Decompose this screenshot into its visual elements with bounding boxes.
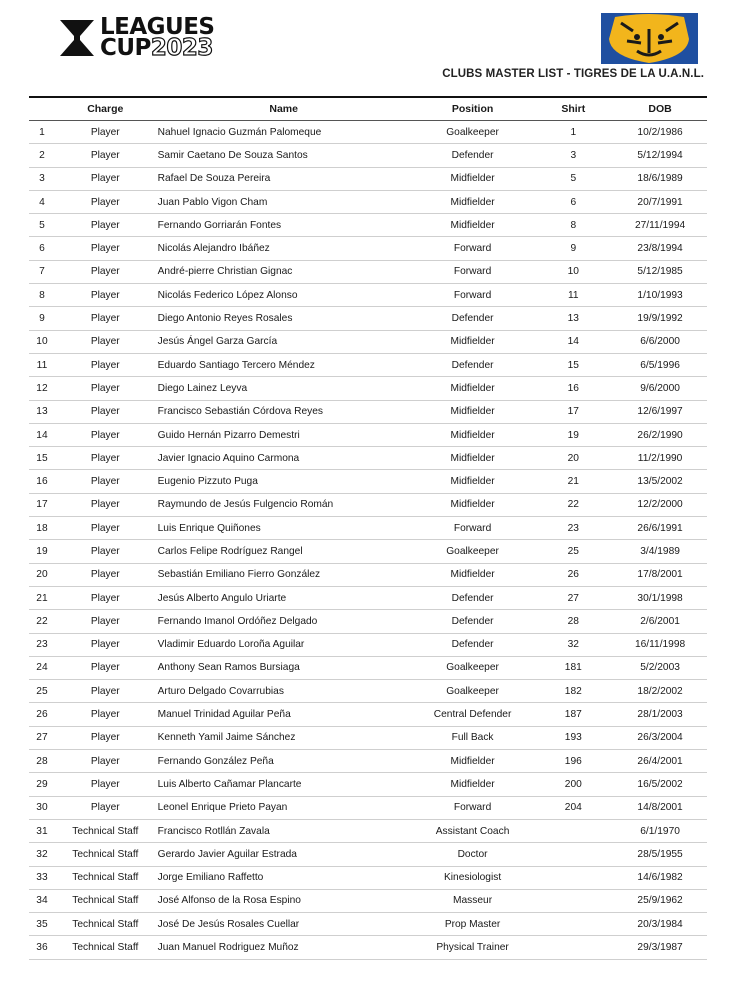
shirt-cell: 13 bbox=[533, 307, 613, 330]
table-row bbox=[29, 214, 707, 237]
position-cell: Goalkeeper bbox=[412, 540, 534, 563]
table-row bbox=[29, 680, 707, 703]
charge-cell: Technical Staff bbox=[55, 819, 156, 842]
table-row bbox=[29, 586, 707, 609]
dob-cell: 6/6/2000 bbox=[613, 330, 707, 353]
name-cell: Leonel Enrique Prieto Payan bbox=[156, 796, 412, 819]
shirt-cell: 181 bbox=[533, 656, 613, 679]
leagues-cup-logo bbox=[58, 16, 215, 60]
charge-cell: Player bbox=[55, 773, 156, 796]
position-cell: Midfielder bbox=[412, 167, 534, 190]
position-cell: Defender bbox=[412, 144, 534, 167]
dob-cell: 14/6/1982 bbox=[613, 866, 707, 889]
table-row bbox=[29, 656, 707, 679]
dob-cell: 9/6/2000 bbox=[613, 377, 707, 400]
name-cell: José De Jesús Rosales Cuellar bbox=[156, 913, 412, 936]
charge-cell: Player bbox=[55, 493, 156, 516]
position-cell: Defender bbox=[412, 610, 534, 633]
charge-cell: Player bbox=[55, 377, 156, 400]
charge-cell: Player bbox=[55, 680, 156, 703]
position-cell: Defender bbox=[412, 586, 534, 609]
position-cell: Goalkeeper bbox=[412, 121, 534, 144]
table-row bbox=[29, 144, 707, 167]
name-cell: Samir Caetano De Souza Santos bbox=[156, 144, 412, 167]
logo-wordmark-top: LEAGUES bbox=[100, 14, 215, 40]
row-index: 10 bbox=[29, 330, 55, 353]
hourglass-logo-icon bbox=[58, 18, 96, 58]
dob-cell: 16/11/1998 bbox=[613, 633, 707, 656]
shirt-cell: 196 bbox=[533, 750, 613, 773]
row-index: 18 bbox=[29, 517, 55, 540]
table-row bbox=[29, 913, 707, 936]
table-row bbox=[29, 819, 707, 842]
table-row bbox=[29, 610, 707, 633]
charge-cell: Technical Staff bbox=[55, 913, 156, 936]
table-header-row bbox=[29, 97, 707, 121]
dob-cell: 20/3/1984 bbox=[613, 913, 707, 936]
position-cell: Midfielder bbox=[412, 773, 534, 796]
charge-cell: Player bbox=[55, 750, 156, 773]
name-cell: Anthony Sean Ramos Bursiaga bbox=[156, 656, 412, 679]
table-row bbox=[29, 470, 707, 493]
dob-cell: 28/1/2003 bbox=[613, 703, 707, 726]
charge-cell: Player bbox=[55, 121, 156, 144]
row-index: 23 bbox=[29, 633, 55, 656]
charge-cell: Player bbox=[55, 423, 156, 446]
dob-cell: 13/5/2002 bbox=[613, 470, 707, 493]
charge-cell: Player bbox=[55, 726, 156, 749]
row-index: 2 bbox=[29, 144, 55, 167]
position-cell: Forward bbox=[412, 284, 534, 307]
position-cell: Midfielder bbox=[412, 330, 534, 353]
charge-cell: Player bbox=[55, 400, 156, 423]
name-cell: Vladimir Eduardo Loroña Aguilar bbox=[156, 633, 412, 656]
shirt-cell: 25 bbox=[533, 540, 613, 563]
position-cell: Defender bbox=[412, 633, 534, 656]
table-row bbox=[29, 167, 707, 190]
position-cell: Midfielder bbox=[412, 750, 534, 773]
shirt-cell: 20 bbox=[533, 447, 613, 470]
dob-cell: 25/9/1962 bbox=[613, 889, 707, 912]
name-cell: Jorge Emiliano Raffetto bbox=[156, 866, 412, 889]
name-cell: Jesús Ángel Garza García bbox=[156, 330, 412, 353]
position-cell: Midfielder bbox=[412, 400, 534, 423]
col-header-name: Name bbox=[156, 97, 412, 121]
position-cell: Assistant Coach bbox=[412, 819, 534, 842]
shirt-cell: 3 bbox=[533, 144, 613, 167]
position-cell: Forward bbox=[412, 237, 534, 260]
shirt-cell: 14 bbox=[533, 330, 613, 353]
shirt-cell: 11 bbox=[533, 284, 613, 307]
dob-cell: 5/2/2003 bbox=[613, 656, 707, 679]
charge-cell: Player bbox=[55, 517, 156, 540]
dob-cell: 26/4/2001 bbox=[613, 750, 707, 773]
position-cell: Midfielder bbox=[412, 493, 534, 516]
table-row bbox=[29, 190, 707, 213]
shirt-cell: 1 bbox=[533, 121, 613, 144]
row-index: 12 bbox=[29, 377, 55, 400]
dob-cell: 14/8/2001 bbox=[613, 796, 707, 819]
name-cell: Juan Pablo Vigon Cham bbox=[156, 190, 412, 213]
table-row bbox=[29, 423, 707, 446]
col-header-dob: DOB bbox=[613, 97, 707, 121]
dob-cell: 12/6/1997 bbox=[613, 400, 707, 423]
table-row bbox=[29, 843, 707, 866]
name-cell: José Alfonso de la Rosa Espino bbox=[156, 889, 412, 912]
name-cell: Juan Manuel Rodriguez Muñoz bbox=[156, 936, 412, 959]
charge-cell: Player bbox=[55, 190, 156, 213]
name-cell: André-pierre Christian Gignac bbox=[156, 260, 412, 283]
position-cell: Midfielder bbox=[412, 214, 534, 237]
shirt-cell: 15 bbox=[533, 353, 613, 376]
table-row bbox=[29, 307, 707, 330]
charge-cell: Player bbox=[55, 260, 156, 283]
dob-cell: 26/6/1991 bbox=[613, 517, 707, 540]
charge-cell: Player bbox=[55, 656, 156, 679]
shirt-cell: 28 bbox=[533, 610, 613, 633]
charge-cell: Player bbox=[55, 447, 156, 470]
position-cell: Goalkeeper bbox=[412, 656, 534, 679]
name-cell: Nicolás Alejandro Ibáñez bbox=[156, 237, 412, 260]
name-cell: Luis Alberto Cañamar Plancarte bbox=[156, 773, 412, 796]
name-cell: Eugenio Pizzuto Puga bbox=[156, 470, 412, 493]
shirt-cell: 17 bbox=[533, 400, 613, 423]
position-cell: Midfielder bbox=[412, 423, 534, 446]
position-cell: Full Back bbox=[412, 726, 534, 749]
dob-cell: 19/9/1992 bbox=[613, 307, 707, 330]
shirt-cell: 193 bbox=[533, 726, 613, 749]
dob-cell: 11/2/1990 bbox=[613, 447, 707, 470]
charge-cell: Technical Staff bbox=[55, 889, 156, 912]
table-row bbox=[29, 330, 707, 353]
name-cell: Diego Antonio Reyes Rosales bbox=[156, 307, 412, 330]
col-header-position: Position bbox=[412, 97, 534, 121]
row-index: 13 bbox=[29, 400, 55, 423]
position-cell: Physical Trainer bbox=[412, 936, 534, 959]
position-cell: Forward bbox=[412, 796, 534, 819]
charge-cell: Player bbox=[55, 167, 156, 190]
table-row bbox=[29, 517, 707, 540]
row-index: 8 bbox=[29, 284, 55, 307]
shirt-cell bbox=[533, 819, 613, 842]
dob-cell: 20/7/1991 bbox=[613, 190, 707, 213]
dob-cell: 30/1/1998 bbox=[613, 586, 707, 609]
table-row bbox=[29, 726, 707, 749]
shirt-cell bbox=[533, 913, 613, 936]
name-cell: Eduardo Santiago Tercero Méndez bbox=[156, 353, 412, 376]
position-cell: Doctor bbox=[412, 843, 534, 866]
row-index: 24 bbox=[29, 656, 55, 679]
charge-cell: Player bbox=[55, 563, 156, 586]
dob-cell: 26/2/1990 bbox=[613, 423, 707, 446]
charge-cell: Player bbox=[55, 470, 156, 493]
charge-cell: Player bbox=[55, 330, 156, 353]
dob-cell: 3/4/1989 bbox=[613, 540, 707, 563]
dob-cell: 1/10/1993 bbox=[613, 284, 707, 307]
dob-cell: 28/5/1955 bbox=[613, 843, 707, 866]
charge-cell: Technical Staff bbox=[55, 936, 156, 959]
charge-cell: Player bbox=[55, 796, 156, 819]
position-cell: Midfielder bbox=[412, 377, 534, 400]
shirt-cell bbox=[533, 936, 613, 959]
shirt-cell: 5 bbox=[533, 167, 613, 190]
dob-cell: 2/6/2001 bbox=[613, 610, 707, 633]
table-row bbox=[29, 703, 707, 726]
dob-cell: 12/2/2000 bbox=[613, 493, 707, 516]
logo-wordmark-year: 2023 bbox=[150, 35, 213, 61]
dob-cell: 5/12/1994 bbox=[613, 144, 707, 167]
table-row bbox=[29, 260, 707, 283]
dob-cell: 23/8/1994 bbox=[613, 237, 707, 260]
charge-cell: Player bbox=[55, 540, 156, 563]
table-row bbox=[29, 353, 707, 376]
name-cell: Fernando González Peña bbox=[156, 750, 412, 773]
shirt-cell: 10 bbox=[533, 260, 613, 283]
dob-cell: 18/2/2002 bbox=[613, 680, 707, 703]
shirt-cell bbox=[533, 889, 613, 912]
row-index: 33 bbox=[29, 866, 55, 889]
shirt-cell: 21 bbox=[533, 470, 613, 493]
row-index: 16 bbox=[29, 470, 55, 493]
row-index: 32 bbox=[29, 843, 55, 866]
table-row bbox=[29, 284, 707, 307]
charge-cell: Player bbox=[55, 214, 156, 237]
position-cell: Midfielder bbox=[412, 563, 534, 586]
position-cell: Kinesiologist bbox=[412, 866, 534, 889]
row-index: 3 bbox=[29, 167, 55, 190]
row-index: 15 bbox=[29, 447, 55, 470]
position-cell: Midfielder bbox=[412, 447, 534, 470]
table-row bbox=[29, 796, 707, 819]
shirt-cell: 26 bbox=[533, 563, 613, 586]
dob-cell: 26/3/2004 bbox=[613, 726, 707, 749]
row-index: 30 bbox=[29, 796, 55, 819]
row-index: 35 bbox=[29, 913, 55, 936]
name-cell: Manuel Trinidad Aguilar Peña bbox=[156, 703, 412, 726]
row-index: 1 bbox=[29, 121, 55, 144]
dob-cell: 29/3/1987 bbox=[613, 936, 707, 959]
position-cell: Forward bbox=[412, 260, 534, 283]
dob-cell: 16/5/2002 bbox=[613, 773, 707, 796]
table-row bbox=[29, 121, 707, 144]
dob-cell: 17/8/2001 bbox=[613, 563, 707, 586]
dob-cell: 5/12/1985 bbox=[613, 260, 707, 283]
table-row bbox=[29, 633, 707, 656]
row-index: 22 bbox=[29, 610, 55, 633]
shirt-cell: 8 bbox=[533, 214, 613, 237]
row-index: 17 bbox=[29, 493, 55, 516]
position-cell: Masseur bbox=[412, 889, 534, 912]
row-index: 31 bbox=[29, 819, 55, 842]
table-row bbox=[29, 493, 707, 516]
table-row bbox=[29, 447, 707, 470]
row-index: 4 bbox=[29, 190, 55, 213]
charge-cell: Technical Staff bbox=[55, 843, 156, 866]
row-index: 25 bbox=[29, 680, 55, 703]
row-index: 28 bbox=[29, 750, 55, 773]
charge-cell: Player bbox=[55, 586, 156, 609]
table-row bbox=[29, 400, 707, 423]
row-index: 14 bbox=[29, 423, 55, 446]
row-index: 9 bbox=[29, 307, 55, 330]
charge-cell: Player bbox=[55, 284, 156, 307]
charge-cell: Player bbox=[55, 703, 156, 726]
shirt-cell: 200 bbox=[533, 773, 613, 796]
col-header-shirt: Shirt bbox=[533, 97, 613, 121]
table-row bbox=[29, 889, 707, 912]
document-title: CLUBS MASTER LIST - TIGRES DE LA U.A.N.L. bbox=[442, 68, 704, 80]
shirt-cell bbox=[533, 866, 613, 889]
position-cell: Forward bbox=[412, 517, 534, 540]
row-index: 27 bbox=[29, 726, 55, 749]
row-index: 34 bbox=[29, 889, 55, 912]
shirt-cell: 19 bbox=[533, 423, 613, 446]
name-cell: Guido Hernán Pizarro Demestri bbox=[156, 423, 412, 446]
table-row bbox=[29, 540, 707, 563]
name-cell: Raymundo de Jesús Fulgencio Román bbox=[156, 493, 412, 516]
name-cell: Fernando Gorriarán Fontes bbox=[156, 214, 412, 237]
table-row bbox=[29, 377, 707, 400]
dob-cell: 10/2/1986 bbox=[613, 121, 707, 144]
shirt-cell: 182 bbox=[533, 680, 613, 703]
shirt-cell: 6 bbox=[533, 190, 613, 213]
position-cell: Defender bbox=[412, 307, 534, 330]
row-index: 11 bbox=[29, 353, 55, 376]
shirt-cell bbox=[533, 843, 613, 866]
row-index: 5 bbox=[29, 214, 55, 237]
row-index: 29 bbox=[29, 773, 55, 796]
row-index: 26 bbox=[29, 703, 55, 726]
name-cell: Luis Enrique Quiñones bbox=[156, 517, 412, 540]
dob-cell: 6/1/1970 bbox=[613, 819, 707, 842]
shirt-cell: 32 bbox=[533, 633, 613, 656]
shirt-cell: 187 bbox=[533, 703, 613, 726]
shirt-cell: 16 bbox=[533, 377, 613, 400]
dob-cell: 18/6/1989 bbox=[613, 167, 707, 190]
tigres-crest-icon bbox=[601, 13, 698, 64]
row-index: 20 bbox=[29, 563, 55, 586]
name-cell: Javier Ignacio Aquino Carmona bbox=[156, 447, 412, 470]
clubs-master-list-table bbox=[29, 96, 707, 960]
name-cell: Rafael De Souza Pereira bbox=[156, 167, 412, 190]
col-header-charge: Charge bbox=[55, 97, 156, 121]
position-cell: Prop Master bbox=[412, 913, 534, 936]
position-cell: Central Defender bbox=[412, 703, 534, 726]
position-cell: Goalkeeper bbox=[412, 680, 534, 703]
charge-cell: Player bbox=[55, 633, 156, 656]
table-row bbox=[29, 773, 707, 796]
row-index: 36 bbox=[29, 936, 55, 959]
shirt-cell: 22 bbox=[533, 493, 613, 516]
row-index: 19 bbox=[29, 540, 55, 563]
name-cell: Nicolás Federico López Alonso bbox=[156, 284, 412, 307]
charge-cell: Player bbox=[55, 353, 156, 376]
col-header-index bbox=[29, 97, 55, 121]
name-cell: Sebastián Emiliano Fierro González bbox=[156, 563, 412, 586]
table-row bbox=[29, 750, 707, 773]
charge-cell: Player bbox=[55, 610, 156, 633]
shirt-cell: 23 bbox=[533, 517, 613, 540]
table-row bbox=[29, 936, 707, 959]
name-cell: Carlos Felipe Rodríguez Rangel bbox=[156, 540, 412, 563]
row-index: 7 bbox=[29, 260, 55, 283]
dob-cell: 27/11/1994 bbox=[613, 214, 707, 237]
shirt-cell: 9 bbox=[533, 237, 613, 260]
charge-cell: Player bbox=[55, 307, 156, 330]
dob-cell: 6/5/1996 bbox=[613, 353, 707, 376]
logo-wordmark-cup: CUP bbox=[100, 35, 151, 61]
name-cell: Nahuel Ignacio Guzmán Palomeque bbox=[156, 121, 412, 144]
name-cell: Diego Lainez Leyva bbox=[156, 377, 412, 400]
position-cell: Midfielder bbox=[412, 190, 534, 213]
table-row bbox=[29, 563, 707, 586]
position-cell: Midfielder bbox=[412, 470, 534, 493]
name-cell: Jesús Alberto Angulo Uriarte bbox=[156, 586, 412, 609]
row-index: 6 bbox=[29, 237, 55, 260]
charge-cell: Technical Staff bbox=[55, 866, 156, 889]
table-row bbox=[29, 237, 707, 260]
table-row bbox=[29, 866, 707, 889]
position-cell: Defender bbox=[412, 353, 534, 376]
shirt-cell: 204 bbox=[533, 796, 613, 819]
name-cell: Gerardo Javier Aguilar Estrada bbox=[156, 843, 412, 866]
name-cell: Francisco Sebastián Córdova Reyes bbox=[156, 400, 412, 423]
name-cell: Kenneth Yamil Jaime Sánchez bbox=[156, 726, 412, 749]
name-cell: Arturo Delgado Covarrubias bbox=[156, 680, 412, 703]
name-cell: Fernando Imanol Ordóñez Delgado bbox=[156, 610, 412, 633]
charge-cell: Player bbox=[55, 237, 156, 260]
name-cell: Francisco Rotllán Zavala bbox=[156, 819, 412, 842]
charge-cell: Player bbox=[55, 144, 156, 167]
shirt-cell: 27 bbox=[533, 586, 613, 609]
row-index: 21 bbox=[29, 586, 55, 609]
